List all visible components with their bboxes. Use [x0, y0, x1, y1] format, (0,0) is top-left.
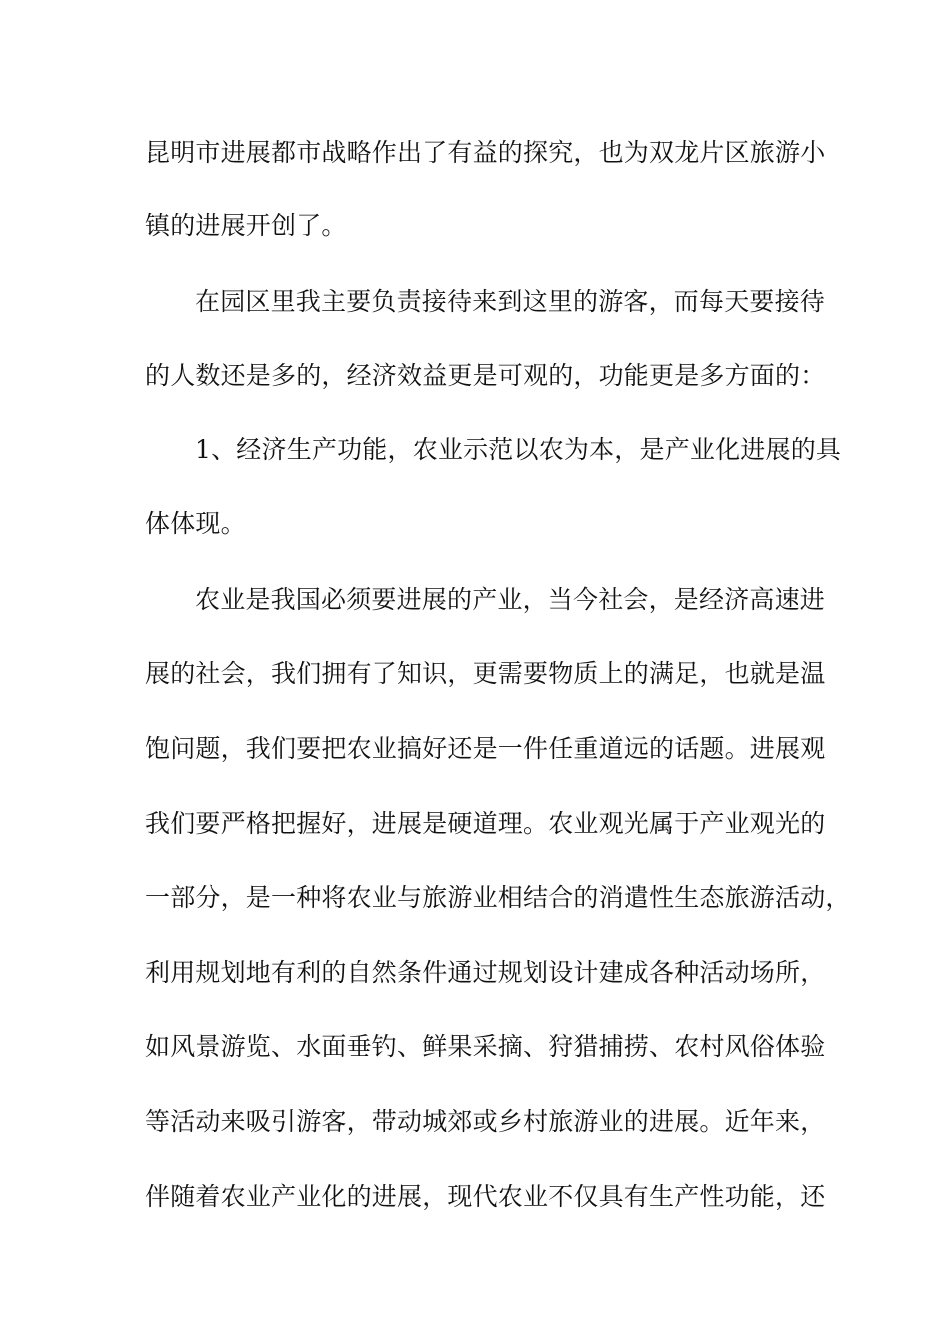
text-line: 展的社会，我们拥有了知识，更需要物质上的满足，也就是温	[145, 659, 826, 688]
text-line: 伴随着农业产业化的进展，现代农业不仅具有生产性功能，还	[145, 1182, 826, 1211]
text-line: 利用规划地有利的自然条件通过规划设计建成各种活动场所，	[145, 958, 826, 987]
text-line: 的人数还是多的，经济效益更是可观的，功能更是多方面的：	[145, 361, 826, 390]
paragraph-start-line: 农业是我国必须要进展的产业，当今社会，是经济高速进	[195, 585, 826, 614]
text-line: 体体现。	[145, 509, 246, 538]
list-item-line: 1、经济生产功能，农业示范以农为本，是产业化进展的具	[195, 435, 842, 464]
text-line: 镇的进展开创了。	[145, 211, 347, 240]
text-line: 饱问题，我们要把农业搞好还是一件任重道远的话题。进展观	[145, 734, 826, 763]
text-line: 一部分，是一种将农业与旅游业相结合的消遣性生态旅游活动，	[145, 883, 851, 912]
text-line: 等活动来吸引游客，带动城郊或乡村旅游业的进展。近年来，	[145, 1107, 826, 1136]
paragraph-start-line: 在园区里我主要负责接待来到这里的游客，而每天要接待	[195, 287, 826, 316]
text-line: 我们要严格把握好，进展是硬道理。农业观光属于产业观光的	[145, 809, 826, 838]
text-line: 如风景游览、水面垂钓、鲜果采摘、狩猎捕捞、农村风俗体验	[145, 1032, 826, 1061]
text-line: 昆明市进展都市战略作出了有益的探究，也为双龙片区旅游小	[145, 138, 826, 167]
